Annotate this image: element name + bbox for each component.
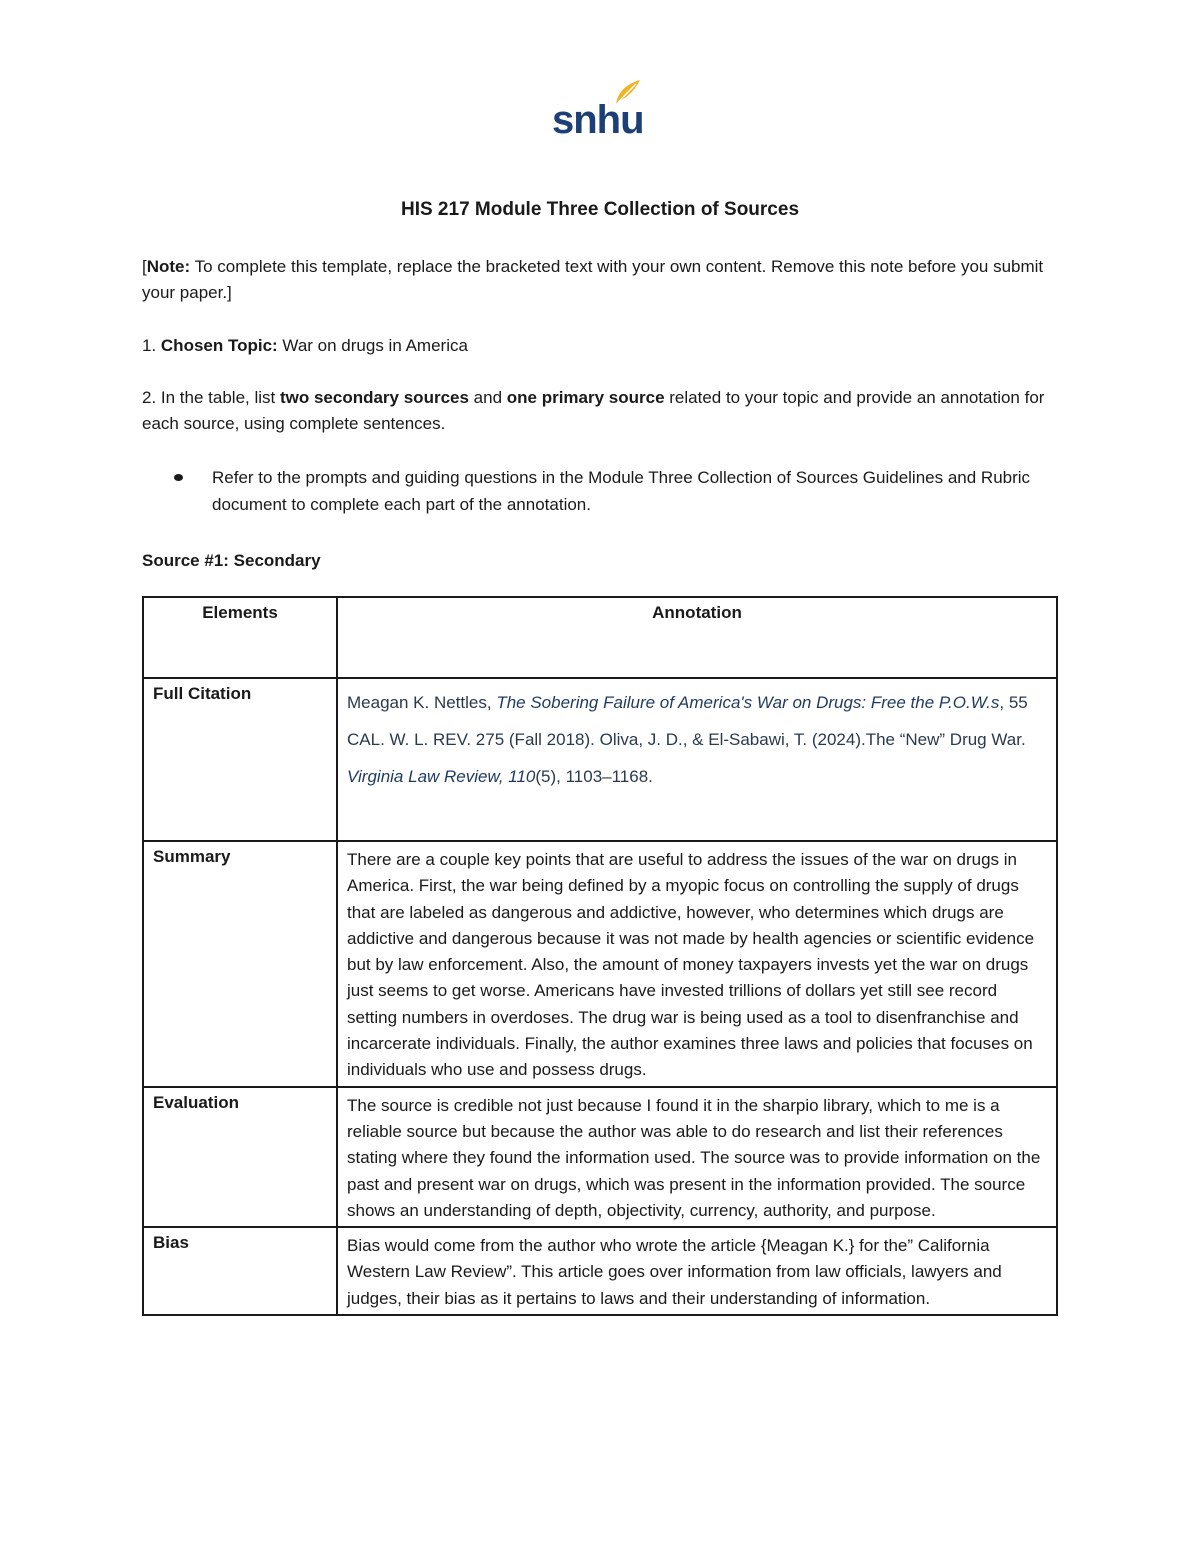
citation-label: Full Citation [143, 678, 337, 841]
annotation-table [142, 596, 1058, 1316]
chosen-topic [142, 333, 1062, 359]
citation-text: , 55 CAL. W. L. REV. 275 (Fall 2018). Oliva, J. D., & El-Sabawi, T. (2024).The “New” Drug War. [347, 693, 1028, 749]
source-heading: Source #1: Secondary [142, 551, 321, 570]
bullet-item [174, 464, 1034, 518]
evaluation-label: Evaluation [143, 1087, 337, 1227]
note-open-bracket: [ [142, 257, 147, 276]
topic-label: Chosen Topic: [160, 336, 278, 355]
table-header-row [143, 597, 1057, 678]
citation-cell [337, 678, 1057, 841]
evaluation-cell: The source is credible not just because I found it in the sharpio library, which to me is a reliable source but because the author was able to do research and list their references stating where they found the information used. The source was to provide information on the past and present war on drugs, which was present in the information provided. The source shows an understanding of depth, objectivity, currency, authority, and purpose. [337, 1087, 1057, 1227]
document-title: HIS 217 Module Three Collection of Sources [400, 199, 800, 220]
instruction-text: 2. In the table, list [142, 388, 280, 407]
summary-label: Summary [143, 841, 337, 1087]
bias-label: Bias [143, 1227, 337, 1315]
topic-value: War on drugs in America [277, 336, 468, 355]
instruction-bold: one primary source [506, 388, 665, 407]
note-text: To complete this template, replace the bracketed text with your own content. Remove this note before you submit your paper.] [142, 257, 1044, 302]
bullet-text: Refer to the prompts and guiding questions in the Module Three Collection of Sources Guidelines and Rubric document to complete each part of the annotation. [212, 468, 1031, 514]
topic-number: 1. [142, 336, 161, 355]
instruction-bold: two secondary sources [279, 388, 469, 407]
snhu-logo [552, 78, 644, 142]
bullet-dot-icon [174, 474, 183, 481]
table-row [143, 678, 1057, 841]
elements-header: Elements [143, 597, 337, 678]
citation-italic: The Sobering Failure of America's War on Drugs: Free the P.O.W.s [496, 693, 1000, 712]
instruction-text: and [468, 388, 507, 407]
citation-text: Meagan K. Nettles, [347, 693, 497, 712]
template-note [142, 254, 1062, 306]
bias-cell: Bias would come from the author who wrote the article {Meagan K.} for the” California Western Law Review”. This article goes over information from law officials, lawyers and judges, their bias as it pertains to laws and their understanding of information. [337, 1227, 1057, 1315]
summary-cell: There are a couple key points that are useful to address the issues of the war on drugs in America. First, the war being defined by a myopic focus on controlling the supply of drugs that are labeled as dangerous and addictive, however, who determines which drugs are addictive and dangerous because it was not made by health agencies or scientific evidence but by law enforcement. Also, the amount of money taxpayers invests yet the war on drugs just seems to get worse. Americans have invested trillions of dollars yet still see record setting numbers in overdoses. The drug war is being used as a tool to disenfranchise and incarcerate individuals. Finally, the author examines three laws and policies that focuses on individuals who use and possess drugs. [337, 841, 1057, 1087]
table-row [143, 1087, 1057, 1227]
citation-italic: Virginia Law Review, 110 [347, 767, 536, 786]
instruction-text: related to your topic and provide an annotation for each source, using complete sentences. [142, 388, 1045, 433]
table-row [143, 841, 1057, 1087]
instructions [142, 385, 1062, 437]
logo-wordmark: snhu [552, 98, 644, 142]
citation-text: (5), 1103–1168. [535, 767, 653, 786]
table-row [143, 1227, 1057, 1315]
annotation-header: Annotation [337, 597, 1057, 678]
note-label: Note: [146, 257, 191, 276]
